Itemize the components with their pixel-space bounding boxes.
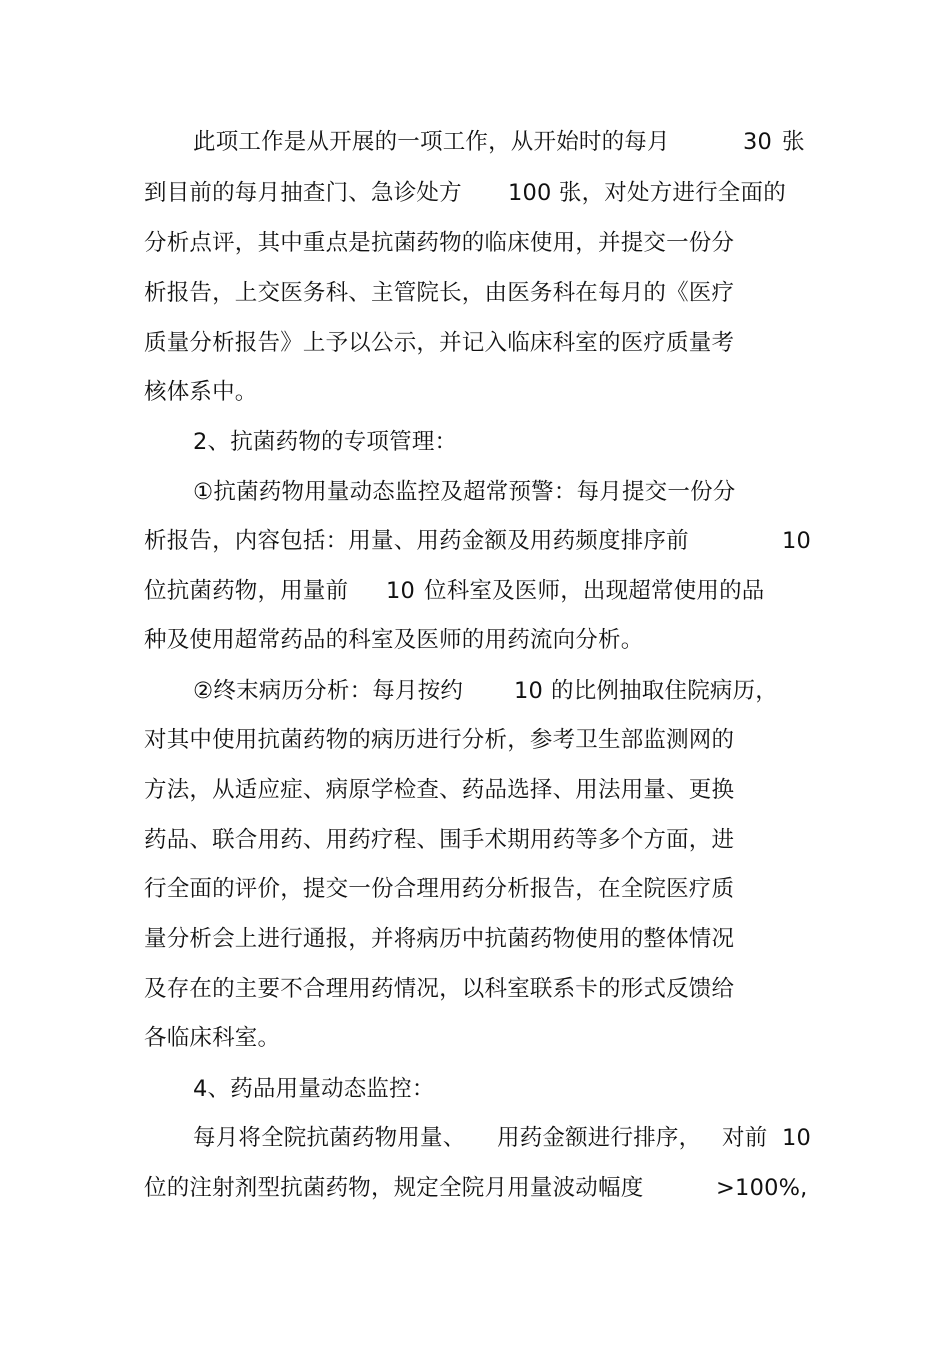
- text-segment: 析报告，上交医务科、主管院长，由医务科在每月的《医疗: [144, 280, 735, 306]
- text-segment: 量分析会上进行通报，并将病历中抗菌药物使用的整体情况: [144, 926, 735, 952]
- text-segment: ②终末病历分析：每月按约: [193, 678, 464, 704]
- text-segment: 位科室及医师，出现超常使用的品: [424, 578, 765, 604]
- text-segment: 的比例抽取住院病历，: [551, 678, 779, 704]
- text-segment: 此项工作是从开展的一项工作，从开始时的每月: [193, 129, 670, 155]
- text-segment: >100%,: [716, 1175, 808, 1201]
- text-segment: 药品、联合用药、用药疗程、围手术期用药等多个方面，进: [144, 827, 735, 853]
- text-segment: 10: [782, 528, 812, 554]
- text-segment: ①抗菌药物用量动态监控及超常预警：每月提交一份分: [193, 479, 736, 505]
- text-segment: 30: [743, 129, 773, 155]
- text-segment: 位抗菌药物，用量前: [144, 578, 349, 604]
- text-segment: 核体系中。: [144, 379, 258, 405]
- text-segment: 10: [514, 678, 544, 704]
- text-segment: 到目前的每月抽查门、急诊处方: [144, 180, 462, 206]
- text-segment: 10: [386, 578, 416, 604]
- text-segment: 质量分析报告》上予以公示，并记入临床科室的医疗质量考: [144, 330, 735, 356]
- text-segment: 种及使用超常药品的科室及医师的用药流向分析。: [144, 627, 644, 653]
- text-segment: 方法，从适应症、病原学检查、药品选择、用法用量、更换: [144, 777, 735, 803]
- text-segment: 用药金额进行排序，: [497, 1125, 702, 1151]
- text-segment: 行全面的评价，提交一份合理用药分析报告，在全院医疗质: [144, 876, 735, 902]
- text-segment: 2、抗菌药物的专项管理：: [193, 429, 458, 455]
- text-segment: 及存在的主要不合理用药情况，以科室联系卡的形式反馈给: [144, 976, 735, 1002]
- text-segment: 析报告，内容包括：用量、用药金额及用药频度排序前: [144, 528, 689, 554]
- text-segment: 10: [782, 1125, 812, 1151]
- text-segment: 各临床科室。: [144, 1025, 281, 1051]
- text-segment: 4、药品用量动态监控：: [193, 1076, 435, 1102]
- text-segment: 对其中使用抗菌药物的病历进行分析，参考卫生部监测网的: [144, 727, 735, 753]
- text-segment: 每月将全院抗菌药物用量、: [193, 1125, 466, 1151]
- text-segment: 对前: [722, 1125, 768, 1151]
- text-segment: 分析点评，其中重点是抗菌药物的临床使用，并提交一份分: [144, 230, 735, 256]
- text-segment: 100 张，对处方进行全面的: [508, 180, 786, 206]
- text-segment: 位的注射剂型抗菌药物，规定全院月用量波动幅度: [144, 1175, 644, 1201]
- text-segment: 张: [782, 129, 805, 155]
